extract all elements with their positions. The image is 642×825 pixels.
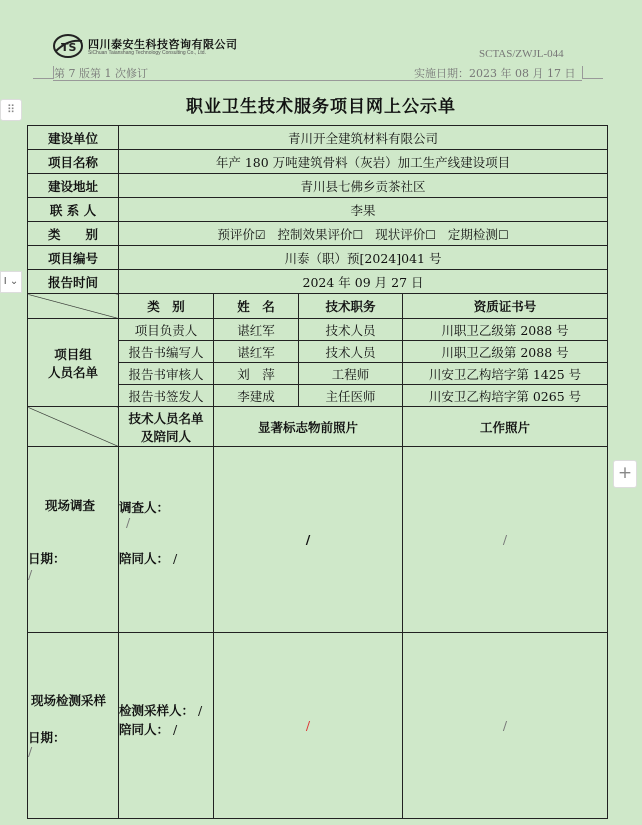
construction-unit-label: 建设单位 bbox=[28, 126, 119, 150]
company-name-cn: 四川泰安生科技咨询有限公司 bbox=[88, 38, 238, 51]
team-group-label bbox=[28, 319, 119, 407]
sampling-date-label: 日期： bbox=[28, 730, 66, 745]
sampling-label-cell bbox=[28, 633, 119, 819]
diagonal-photo-header-cell bbox=[28, 407, 119, 447]
row-project-number bbox=[28, 246, 608, 270]
margin-corner-left bbox=[33, 66, 54, 79]
disclosure-form-table bbox=[27, 125, 608, 819]
team-cell-category[interactable]: 报告书签发人 bbox=[119, 385, 214, 407]
checkbox-status-evaluation[interactable]: ☐ bbox=[425, 227, 436, 242]
team-cell-category[interactable]: 项目负责人 bbox=[119, 319, 214, 341]
survey-investigator-value[interactable]: / bbox=[126, 515, 131, 530]
implementation-date: 实施日期：2023 年 08 月 17 日 bbox=[414, 67, 576, 80]
survey-companion-label: 陪同人： bbox=[119, 551, 170, 566]
address-label: 建设地址 bbox=[28, 174, 119, 198]
option-periodic-testing[interactable]: 定期检测☐ bbox=[447, 226, 509, 242]
company-name-en: SiChuan Taianshang Technology Consulting Co., Ltd. bbox=[88, 50, 206, 56]
team-cell-title[interactable]: 技术人员 bbox=[299, 341, 403, 363]
survey-label-cell bbox=[28, 447, 119, 633]
team-cell-cert[interactable]: 川职卫乙级第 2088 号 bbox=[403, 341, 608, 363]
project-name-label: 项目名称 bbox=[28, 150, 119, 174]
team-cell-name[interactable]: 刘 萍 bbox=[214, 363, 299, 385]
team-cell-title[interactable]: 主任医师 bbox=[299, 385, 403, 407]
option-status-evaluation[interactable]: 现状评价☐ bbox=[375, 226, 436, 242]
photo-header-staff bbox=[119, 407, 214, 447]
survey-label: 现场调查 bbox=[45, 498, 96, 513]
survey-work-photo[interactable]: / bbox=[403, 447, 608, 633]
team-cell-name[interactable]: 谌红军 bbox=[214, 341, 299, 363]
checkbox-periodic-testing[interactable]: ☐ bbox=[497, 227, 509, 242]
sampling-row bbox=[28, 633, 608, 819]
photo-header-landmark: 显著标志物前照片 bbox=[214, 407, 403, 447]
report-time-label: 报告时间 bbox=[28, 270, 119, 294]
table-drag-handle[interactable]: ⠿ bbox=[0, 99, 22, 121]
sampling-companion-value[interactable]: / bbox=[173, 722, 178, 737]
sampling-label: 现场检测采样 bbox=[31, 693, 107, 708]
team-row bbox=[28, 319, 608, 341]
add-column-button[interactable]: + bbox=[613, 460, 637, 488]
document-number: SCTAS/ZWJL-044 bbox=[479, 48, 564, 60]
report-time-value[interactable]: 2024 年 09 月 27 日 bbox=[119, 270, 608, 294]
contact-label: 联 系 人 bbox=[28, 198, 119, 222]
team-cell-name[interactable]: 谌红军 bbox=[214, 319, 299, 341]
header-divider bbox=[53, 80, 582, 81]
team-header-title: 技术职务 bbox=[299, 294, 403, 319]
team-header-category: 类 别 bbox=[119, 294, 214, 319]
team-cell-title[interactable]: 技术人员 bbox=[299, 319, 403, 341]
survey-date-label: 日期： bbox=[28, 551, 66, 566]
row-report-time bbox=[28, 270, 608, 294]
survey-staff-cell bbox=[119, 447, 214, 633]
row-project-name bbox=[28, 150, 608, 174]
project-name-value[interactable]: 年产 180 万吨建筑骨料（灰岩）加工生产线建设项目 bbox=[119, 150, 608, 174]
category-label: 类 别 bbox=[28, 222, 119, 246]
team-header-cert: 资质证书号 bbox=[403, 294, 608, 319]
sampling-landmark-photo[interactable]: / bbox=[214, 633, 403, 819]
contact-value[interactable]: 李果 bbox=[119, 198, 608, 222]
cursor-dropdown-widget[interactable]: I ⌄ bbox=[0, 271, 22, 293]
survey-investigator-label: 调查人： bbox=[119, 500, 170, 515]
team-cell-category[interactable]: 报告书编写人 bbox=[119, 341, 214, 363]
sampling-date-value[interactable]: / bbox=[28, 744, 33, 759]
option-pre-evaluation[interactable]: 预评价☑ bbox=[217, 226, 266, 242]
team-header-name: 姓 名 bbox=[214, 294, 299, 319]
photo-header-staff-line2: 及陪同人 bbox=[140, 428, 191, 444]
margin-corner-right bbox=[582, 66, 603, 79]
checkbox-pre-evaluation[interactable]: ☑ bbox=[254, 227, 266, 242]
team-cell-name[interactable]: 李建成 bbox=[214, 385, 299, 407]
team-group-label-line2: 人员名单 bbox=[47, 364, 98, 380]
sampling-sampler-value[interactable]: / bbox=[198, 703, 203, 718]
photo-header-staff-line1: 技术人员名单 bbox=[128, 410, 204, 426]
construction-unit-value[interactable]: 青川开全建筑材料有限公司 bbox=[119, 126, 608, 150]
address-value[interactable]: 青川县七佛乡贡茶社区 bbox=[119, 174, 608, 198]
team-cell-title[interactable]: 工程师 bbox=[299, 363, 403, 385]
sampling-companion-label: 陪同人： bbox=[119, 722, 170, 737]
survey-landmark-photo[interactable]: / bbox=[214, 447, 403, 633]
survey-companion-value[interactable]: / bbox=[173, 551, 178, 566]
version-label: 第 7 版第 1 次修订 bbox=[54, 67, 148, 80]
row-contact bbox=[28, 198, 608, 222]
team-cell-cert[interactable]: 川安卫乙构培字第 1425 号 bbox=[403, 363, 608, 385]
survey-date-value[interactable]: / bbox=[28, 567, 33, 582]
diagonal-header-cell bbox=[28, 294, 119, 319]
row-construction-unit bbox=[28, 126, 608, 150]
row-category bbox=[28, 222, 608, 246]
team-group-label-line1: 项目组 bbox=[54, 346, 92, 362]
sampling-work-photo[interactable]: / bbox=[403, 633, 608, 819]
project-number-label: 项目编号 bbox=[28, 246, 119, 270]
logo-text: TS bbox=[61, 41, 77, 54]
sampling-staff-cell bbox=[119, 633, 214, 819]
team-cell-cert[interactable]: 川安卫乙构培字第 0265 号 bbox=[403, 385, 608, 407]
checkbox-control-effect[interactable]: ☐ bbox=[352, 227, 364, 242]
photo-header-row bbox=[28, 407, 608, 447]
company-logo bbox=[52, 33, 84, 59]
photo-header-work: 工作照片 bbox=[403, 407, 608, 447]
sampling-sampler-label: 检测采样人： bbox=[119, 703, 195, 718]
survey-row bbox=[28, 447, 608, 633]
option-control-effect[interactable]: 控制效果评价☐ bbox=[277, 226, 364, 242]
page-title: 职业卫生技术服务项目网上公示单 bbox=[186, 97, 456, 117]
project-number-value[interactable]: 川泰（职）预[2024]041 号 bbox=[119, 246, 608, 270]
category-options bbox=[119, 222, 608, 246]
team-cell-category[interactable]: 报告书审核人 bbox=[119, 363, 214, 385]
team-header-row bbox=[28, 294, 608, 319]
row-address bbox=[28, 174, 608, 198]
team-cell-cert[interactable]: 川职卫乙级第 2088 号 bbox=[403, 319, 608, 341]
